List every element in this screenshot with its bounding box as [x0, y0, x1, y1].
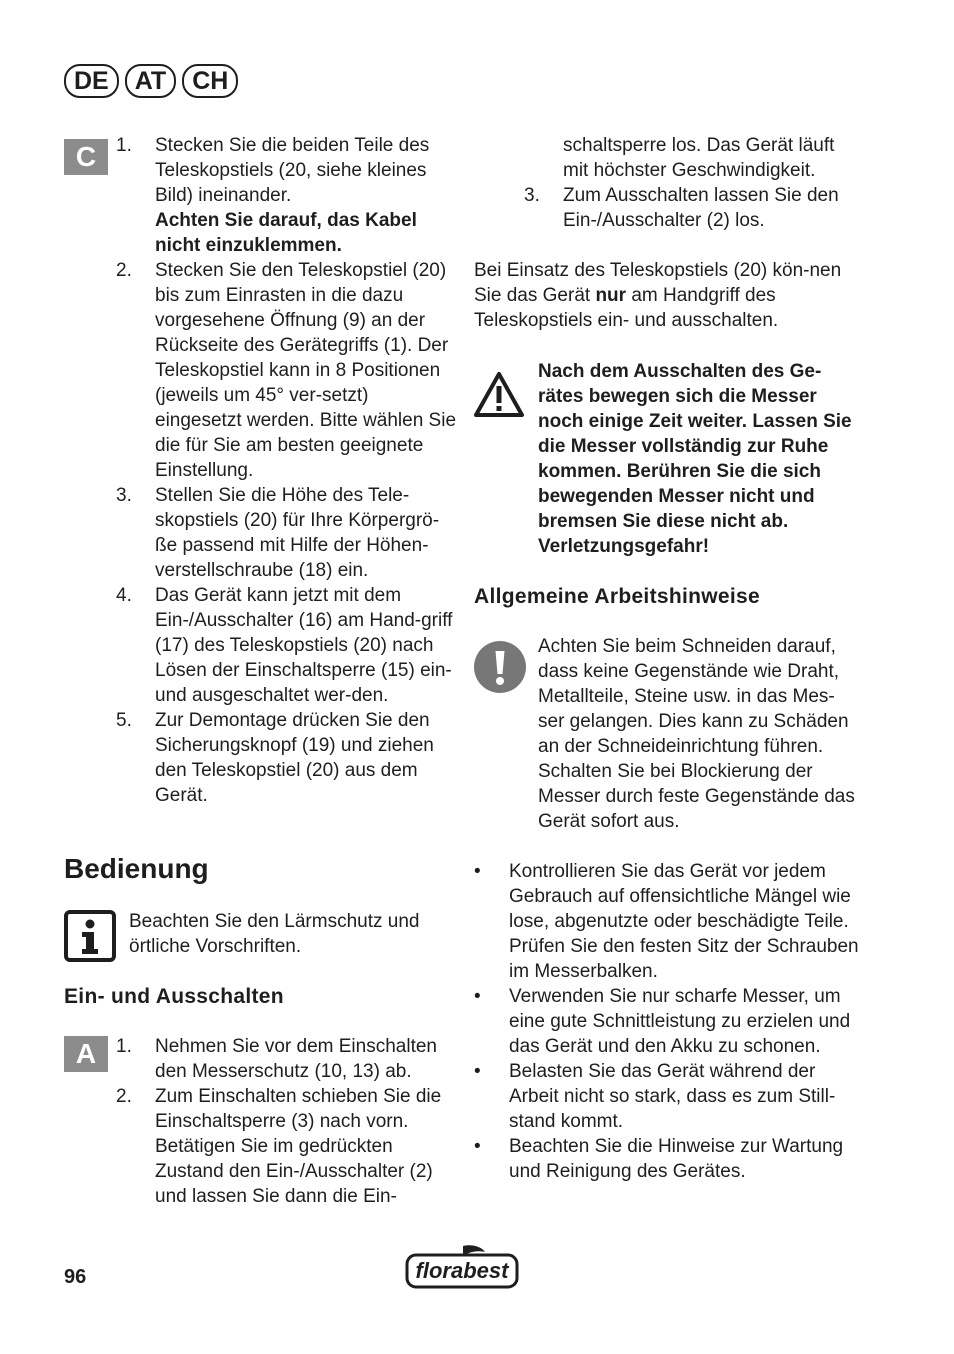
- list-item: 2. Stecken Sie den Teleskopstiel (20) bis zum Einrasten in die dazu vorgesehene Öffnung (9) an der Rückseite des Gerätegriffs (1). Der Teleskopstiel kann in 8 Positionen (jeweils um 45° ver-setzt) eingesetzt werden. Bitte wählen Sie die für Sie am besten geeignete Einstellung.: [116, 260, 457, 481]
- notice-text: Achten Sie beim Schneiden darauf, dass keine Gegenstände wie Draht, Metallteile, Steine usw. in das Mes-ser gelangen. Dies kann zu Schäden an der Schneideinrichtung führen. Schalten Sie bei Blockierung der Messer durch feste Gegenstände das Gerät sofort aus.: [538, 636, 855, 832]
- step-warning-text: Achten Sie darauf, das Kabel nicht einzuklemmen.: [155, 210, 417, 256]
- list-item: • Beachten Sie die Hinweise zur Wartung und Reinigung des Gerätes.: [474, 1136, 844, 1182]
- subsection-title-general: Allgemeine Arbeitshinweise: [474, 585, 760, 608]
- florabest-logo: [405, 1244, 519, 1290]
- telescope-note: Bei Einsatz des Teleskopstiels (20) kön-nen Sie das Gerät nur am Handgriff des Teleskopstiels ein- und ausschalten.: [474, 260, 842, 331]
- info-text: Beachten Sie den Lärmschutz und örtliche Vorschriften.: [129, 911, 420, 957]
- page-number: 96: [64, 1266, 87, 1288]
- assembly-steps: [116, 133, 456, 808]
- badge-de: DE: [64, 64, 119, 98]
- list-item: 3. Zum Ausschalten lassen Sie den Ein-/Ausschalter (2) los.: [524, 185, 839, 231]
- exclamation-icon: [473, 640, 527, 694]
- badge-at: AT: [125, 64, 176, 98]
- step-text: Das Gerät kann jetzt mit dem Ein-/Ausschalter (16) am Hand-griff (17) des Teleskopstiels (20) nach Lösen der Einschaltsperre (15) ein- und ausgeschaltet wer-den.: [155, 585, 453, 706]
- step2-continuation: schaltsperre los. Das Gerät läuft mit höchster Geschwindigkeit.: [563, 135, 835, 181]
- step-text: Nehmen Sie vor dem Einschalten den Messerschutz (10, 13) ab.: [155, 1036, 437, 1082]
- list-item: • Kontrollieren Sie das Gerät vor jedem Gebrauch auf offensichtliche Mängel wie lose, abgenutzte oder beschädigte Teile. Prüfen Sie den festen Sitz der Schrauben im Messerbalken.: [474, 861, 859, 982]
- list-item: • Verwenden Sie nur scharfe Messer, um eine gute Schnittleistung zu erzielen und das Gerät und den Akku zu schonen.: [474, 986, 851, 1057]
- switch-steps-left: [116, 1034, 456, 1209]
- step-text: Stecken Sie die beiden Teile des Teleskopstiels (20, siehe kleines Bild) ineinander.: [155, 135, 430, 206]
- switch-steps-right: [524, 183, 864, 233]
- list-item: 1. Stecken Sie die beiden Teile des Teleskopstiels (20, siehe kleines Bild) ineinander. Achten Sie darauf, das Kabel nicht einzuklemmen.: [116, 135, 430, 256]
- step-text: Stecken Sie den Teleskopstiel (20) bis zum Einrasten in die dazu vorgesehene Öffnung (9) an der Rückseite des Gerätegriffs (1). Der Teleskopstiel kann in 8 Positionen (jeweils um 45° ver-setzt) eingesetzt werden. Bitte wählen Sie die für Sie am besten geeignete Einstellung.: [155, 260, 457, 481]
- list-item: 2. Zum Einschalten schieben Sie die Einschaltsperre (3) nach vorn. Betätigen Sie im gedrückten Zustand den Ein-/Ausschalter (2) und lassen Sie dann die Ein-: [116, 1086, 442, 1207]
- list-item: 4. Das Gerät kann jetzt mit dem Ein-/Ausschalter (16) am Hand-griff (17) des Teleskopstiels (20) nach Lösen der Einschaltsperre (15) ein- und ausgeschaltet wer-den.: [116, 585, 453, 706]
- section-title-bedienung: Bedienung: [64, 853, 209, 884]
- list-item: 3. Stellen Sie die Höhe des Tele-skopstiels (20) für Ihre Körpergrö-ße passend mit Hilfe der Höhen-verstellschraube (18) ein.: [116, 485, 440, 581]
- info-icon: [64, 910, 116, 962]
- step-text: Stellen Sie die Höhe des Tele-skopstiels (20) für Ihre Körpergrö-ße passend mit Hilfe der Höhen-verstellschraube (18) ein.: [155, 485, 440, 581]
- step-text: Zum Ausschalten lassen Sie den Ein-/Ausschalter (2) los.: [563, 185, 839, 231]
- section-letter-c: C: [64, 139, 108, 175]
- warning-triangle-icon: [473, 371, 525, 419]
- list-item: 5. Zur Demontage drücken Sie den Sicherungsknopf (19) und ziehen den Teleskopstiel (20) aus dem Gerät.: [116, 710, 434, 806]
- list-item: 1. Nehmen Sie vor dem Einschalten den Messerschutz (10, 13) ab.: [116, 1036, 437, 1082]
- work-tips-list: [474, 859, 864, 1184]
- warning-text: Nach dem Ausschalten des Ge-rätes bewegen sich die Messer noch einige Zeit weiter. Lassen Sie die Messer vollständig zur Ruhe kommen. Berühren Sie die sich bewegenden Messer nicht und bremsen Sie diese nicht ab. Verletzungsgefahr!: [538, 361, 852, 557]
- subsection-title-ein-aus: Ein- und Ausschalten: [64, 985, 284, 1008]
- step-text: Zur Demontage drücken Sie den Sicherungsknopf (19) und ziehen den Teleskopstiel (20) aus dem Gerät.: [155, 710, 434, 806]
- badge-ch: CH: [182, 64, 238, 98]
- section-letter-a: A: [64, 1036, 108, 1072]
- step-text: Zum Einschalten schieben Sie die Einschaltsperre (3) nach vorn. Betätigen Sie im gedrückten Zustand den Ein-/Ausschalter (2) und lassen Sie dann die Ein-: [155, 1086, 442, 1207]
- svg-text:florabest: florabest: [415, 1258, 509, 1283]
- list-item: • Belasten Sie das Gerät während der Arbeit nicht so stark, dass es zum Still-stand kommt.: [474, 1061, 836, 1132]
- country-badges: [64, 64, 238, 98]
